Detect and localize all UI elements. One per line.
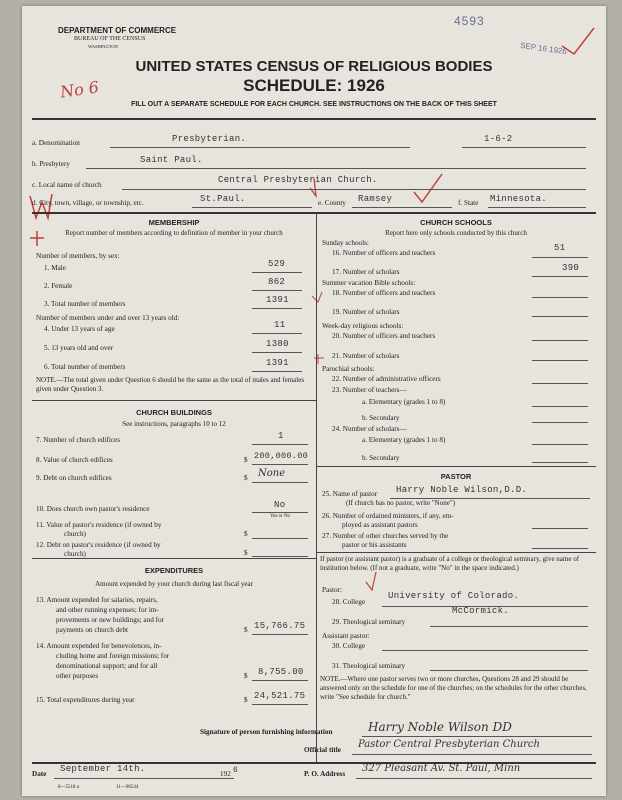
dept-name: DEPARTMENT OF COMMERCE: [58, 26, 177, 35]
q20-label: 20. Number of officers and teachers: [332, 332, 436, 340]
column-divider: [316, 212, 317, 762]
q24b-label: b. Secondary: [362, 454, 400, 462]
state-line: [488, 207, 586, 208]
membership-title: MEMBERSHIP: [148, 218, 200, 227]
county-label: e. County: [318, 199, 346, 207]
q11-label: 11. Value of pastor's residence (if owned by: [36, 521, 162, 529]
state-value: Minnesota.: [490, 194, 548, 204]
q18-label: 18. Number of officers and teachers: [332, 289, 436, 297]
q25-value: Harry Noble Wilson,D.D.: [396, 485, 528, 495]
parochial-label: Parochial schools:: [322, 365, 375, 373]
city-value: St.Paul.: [200, 194, 246, 204]
schools-subtitle: Report here only schools conducted by this church: [385, 229, 527, 237]
q19-label: 19. Number of scholars: [332, 308, 400, 316]
q7-value: 1: [278, 431, 284, 441]
q30-label: 30. College: [332, 642, 366, 650]
schools-bottom-rule: [316, 466, 596, 467]
q9-value: None: [258, 468, 286, 479]
q10-value: No: [274, 500, 286, 510]
church-name-label: c. Local name of church: [32, 181, 102, 189]
q21-label: 21. Number of scholars: [332, 352, 400, 360]
yes-or-no-hint: Yes or No: [270, 514, 291, 519]
form-number: 8—5518 a: [58, 785, 79, 790]
census-schedule-sheet: 4593 SEP 16 1926 No 6 DEPARTMENT OF COMMERCE BUREAU OF THE CENSUS WASHINGTON UNITED STATES CENSUS OF RELIGIOUS BODIES SCHEDULE: 1926 FILL OUT A SEPARATE SCHEDULE FOR EACH CHURCH. SEE INSTRUCTIONS ON THE BACK OF THIS SHEET a. Denomination Presbyterian. 1-6-2 b. Presbytery Saint Paul. c. Local name of church Central Presbyterian Church. d. City, town, village, or township, etc. St.Paul. e. County Ramsey f. State Minnesota. MEMBERSHIP Report number of members according to definition of member in your church Number of members, by sex: 1. Male 529 2. Female 862 3. Total number of members 1391 Number of members under and over 13 years old: 4. Under 13 years of age 11 5. 13 years old and over 1380 6. Total number of members 1391 NOTE.—The total given under Question 6 should be the same as the total of males and females given under Question 3. CHURCH BUILDINGS See instructions, paragraphs 10 to 12 7. Number of church edifices 1 8. Value of church edifices $ 200,000.00 9. Debt on church edifices $ None 10. Does church own pastor's residence No Yes or No 11. Value of pastor's residence (if owned by church) $ 12. Debt on pastor's residence (if owned by church) $ EXPENDITURES Amount expended by your church during last fiscal year 13. Amount expended for salaries, repairs, and other running expenses; for im- provements or new buildings; and for payments on church debt $ 15,766.75 14. Amount expended for benevolences, in- cluding home and foreign missions; for denominational support; and for all other purposes $ 8,755.00 15. Total expenditures during year $ 24,521.75 CHURCH SCHOOLS Report here only schools conducted by this church Sunday schools: 16. Number of officers and teachers 51 17. Number of scholars 390 Summer vacation Bible schools: 18. Number of officers and teachers 19. Number of scholars Week-day religious schools: 20. Number of officers and teachers 21. Number of scholars Parochial schools: 22. Number of administrative officers 23. Number of teachers— a. Elementary (grades 1 to 8) b. Secondary 24. Number of scholars— a. Elementary (grades 1 to 8) b. Secondary PASTOR 25. Name of pastor Harry Noble Wilson,D.D. (If church has no pastor, write "None") 26. Number of ordained ministers, if any, em- ployed as assistant pastors 27. Number of other churches served by the pastor or his assistants If pastor (or assistant pastor) is a graduate of a college or theological seminary, give name of institution below. (If not a graduate, write "No" in the space indicated.) Pastor: 28. College University of Colorado. 29. Theological seminary McCormick. Assistant pastor: 30. College 31. Theological seminary NOTE.—Where one pastor serves two or more churches, Questions 28 and 29 should be answered only on the schedule for one of the churches; on the schedules for the other churches, write "See schedule for church." Signature of person furnishing information Harry Noble Wilson DD Official title Pastor Central Presbyterian Church Date September 14th. 192 6 P. O. Address 327 Pleasant Av. St. Paul, Minn 8—5518 a 11—90544: [22, 6, 606, 796]
q24a-label: a. Elementary (grades 1 to 8): [362, 436, 446, 444]
year-digit: 6: [233, 766, 239, 775]
q2-label: 2. Female: [44, 282, 73, 290]
schedule-title: SCHEDULE: 1926: [243, 76, 385, 95]
city-name: WASHINGTON: [88, 44, 118, 49]
q15-value: 24,521.75: [254, 691, 306, 701]
q9-label: 9. Debt on church edifices: [36, 474, 112, 482]
schools-title: CHURCH SCHOOLS: [420, 218, 492, 227]
expenditures-subtitle: Amount expended by your church during last fiscal year: [95, 580, 253, 588]
graduate-note: If pastor (or assistant pastor) is a graduate of a college or theological seminary, give name of institution below. (If not a graduate, write "No" in the space indicated.): [320, 555, 580, 572]
buildings-title: CHURCH BUILDINGS: [136, 408, 212, 417]
q5-label: 5. 13 years old and over: [44, 344, 114, 352]
expenditures-title: EXPENDITURES: [144, 566, 204, 575]
q3-label: 3. Total number of members: [44, 300, 126, 308]
stamp-number: 4593: [454, 14, 485, 28]
official-title-value: Pastor Central Presbyterian Church: [358, 739, 540, 750]
church-name-line: [122, 189, 586, 190]
county-line: [352, 207, 452, 208]
denomination-value: Presbyterian.: [172, 134, 247, 144]
stamp-date: SEP 16 1926: [519, 40, 568, 57]
buildings-subtitle: See instructions, paragraphs 10 to 12: [122, 420, 226, 428]
presbytery-value: Saint Paul.: [140, 155, 203, 165]
membership-bottom-rule: [32, 400, 316, 401]
summer-label: Summer vacation Bible schools:: [322, 279, 416, 287]
q23-label: 23. Number of teachers—: [332, 386, 407, 394]
q27-label: 27. Number of other churches served by the: [322, 532, 449, 540]
q8-label: 8. Value of church edifices: [36, 456, 113, 464]
q15-label: 15. Total expenditures during year: [36, 696, 135, 704]
red-annotation: No 6: [58, 77, 101, 102]
q10-label: 10. Does church own pastor's residence: [36, 505, 150, 513]
sunday-label: Sunday schools:: [322, 239, 369, 247]
year-prefix: 192: [220, 770, 231, 778]
q17-label: 17. Number of scholars: [332, 268, 400, 276]
instruction-line: FILL OUT A SEPARATE SCHEDULE FOR EACH CHURCH. SEE INSTRUCTIONS ON THE BACK OF THIS SHEET: [131, 101, 497, 108]
q1-label: 1. Male: [44, 264, 66, 272]
church-name-value: Central Presbyterian Church.: [218, 175, 378, 185]
signature-label: Signature of person furnishing information: [200, 728, 333, 736]
q13-value: 15,766.75: [254, 621, 306, 631]
pastor-title: PASTOR: [440, 472, 472, 481]
pastor-sub-label: Pastor:: [322, 586, 342, 594]
q29-value: McCormick.: [452, 606, 510, 616]
weekday-label: Week-day religious schools:: [322, 322, 404, 330]
pastor-note: NOTE.—Where one pastor serves two or more churches, Questions 28 and 29 should be answered only on the schedule for one of the churches; on the schedules for the other churches, write "See schedule for church.": [320, 675, 587, 701]
q2-value: 862: [268, 277, 286, 287]
q26-label: 26. Number of ordained ministers, if any, em-: [322, 512, 454, 520]
membership-subtitle: Report number of members according to definition of member in your church: [65, 229, 283, 237]
q5-value: 1380: [266, 339, 289, 349]
presbytery-label: b. Presbytery: [32, 160, 70, 168]
q14-value: 8,755.00: [258, 667, 304, 677]
q8-value: 200,000.00: [254, 451, 309, 461]
q25-note: (If church has no pastor, write "None"): [346, 499, 456, 507]
q1-value: 529: [268, 259, 286, 269]
q6-label: 6. Total number of members: [44, 363, 126, 371]
q28-value: University of Colorado.: [388, 591, 520, 601]
official-title-label: Official title: [304, 746, 341, 754]
assistant-label: Assistant pastor:: [322, 632, 370, 640]
po-address-value: 327 Pleasant Av. St. Paul, Minn: [362, 763, 521, 774]
q23a-label: a. Elementary (grades 1 to 8): [362, 398, 446, 406]
q12-label: 12. Debt on pastor's residence (if owned by: [36, 541, 161, 549]
q29-label: 29. Theological seminary: [332, 618, 406, 626]
q6-value: 1391: [266, 358, 289, 368]
q25-label: 25. Name of pastor: [322, 490, 378, 498]
q13-label-1: 13. Amount expended for salaries, repairs,: [36, 596, 158, 604]
q14-label-1: 14. Amount expended for benevolences, in-: [36, 642, 162, 650]
form-title: UNITED STATES CENSUS OF RELIGIOUS BODIES: [135, 58, 493, 75]
q23b-label: b. Secondary: [362, 414, 400, 422]
date-value: September 14th.: [60, 764, 146, 774]
code-value: 1-6-2: [484, 134, 513, 144]
q16-value: 51: [554, 243, 566, 253]
denomination-label: a. Denomination: [32, 139, 80, 147]
code-line: [462, 147, 586, 148]
q4-value: 11: [274, 320, 286, 330]
city-line: [192, 207, 312, 208]
membership-note: NOTE.—The total given under Question 6 should be the same as the total of males and females given under Question 3.: [36, 376, 305, 393]
buildings-bottom-rule: [32, 558, 316, 559]
q31-label: 31. Theological seminary: [332, 662, 406, 670]
under-over-label: Number of members under and over 13 years old:: [36, 314, 180, 322]
signature-value: Harry Noble Wilson DD: [368, 720, 512, 734]
q4-label: 4. Under 13 years of age: [44, 325, 115, 333]
q24-label: 24. Number of scholars—: [332, 425, 407, 433]
q17-value: 390: [562, 263, 580, 273]
q16-label: 16. Number of officers and teachers: [332, 249, 436, 257]
bureau-name: BUREAU OF THE CENSUS: [74, 36, 146, 42]
state-label: f. State: [458, 199, 479, 207]
grid-top-rule: [32, 212, 596, 214]
header-rule: [32, 118, 596, 120]
print-number: 11—90544: [116, 785, 139, 790]
q3-value: 1391: [266, 295, 289, 305]
q22-label: 22. Number of administrative officers: [332, 375, 441, 383]
q28-label: 28. College: [332, 598, 366, 606]
denomination-line: [110, 147, 410, 148]
city-label: d. City, town, village, or township, etc.: [32, 199, 144, 207]
by-sex-label: Number of members, by sex:: [36, 252, 120, 260]
q7-label: 7. Number of church edifices: [36, 436, 121, 444]
po-address-label: P. O. Address: [304, 770, 346, 778]
presbytery-line: [86, 168, 586, 169]
county-value: Ramsey: [358, 194, 393, 204]
date-label: Date: [32, 770, 47, 778]
